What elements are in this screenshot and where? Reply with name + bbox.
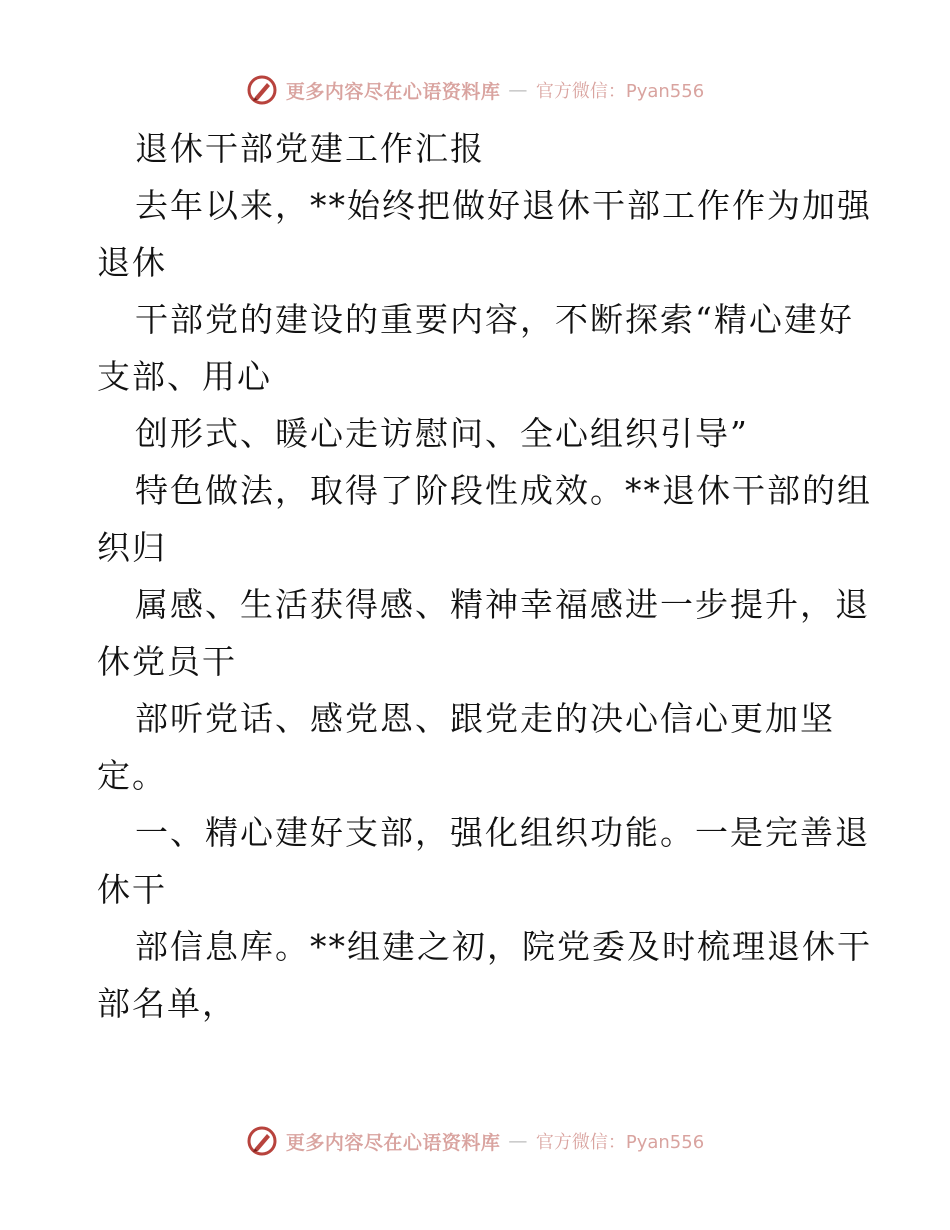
text-line: 干部党的建设的重要内容，不断探索“精心建好 (135, 300, 854, 339)
watermark-wechat-text: 官方微信：Pyan556 (535, 1132, 705, 1153)
text-line: 特色做法，取得了阶段性成效。**退休干部的组 (135, 471, 872, 510)
text-line: 去年以来，**始终把做好退休干部工作作为加强 (135, 186, 872, 225)
text-line: 织归 (97, 528, 167, 567)
text-line: 休干 (97, 870, 167, 909)
watermark-separator: — (508, 79, 528, 101)
text-line: 部名单， (97, 984, 237, 1023)
watermark-site-text: 更多内容尽在心语资料库 (285, 1131, 501, 1154)
document-body (97, 120, 872, 1032)
section-heading-line: 一、精心建好支部，强化组织功能。一是完善退 (135, 813, 870, 852)
text-line: 创形式、暖心走访慰问、全心组织引导” (135, 414, 749, 453)
pen-circle-logo-icon (246, 1125, 278, 1157)
text-line: 部听党话、感党恩、跟党走的决心信心更加坚 (135, 699, 835, 738)
footer-watermark (0, 1123, 950, 1159)
pen-circle-logo-icon (246, 74, 278, 106)
watermark-site-text: 更多内容尽在心语资料库 (285, 80, 501, 103)
text-line: 休党员干 (97, 642, 237, 681)
text-line: 支部、用心 (97, 357, 272, 396)
header-watermark (0, 72, 950, 108)
text-line: 退休 (97, 243, 167, 282)
watermark-separator: — (508, 1130, 528, 1152)
text-line: 部信息库。**组建之初，院党委及时梳理退休干 (135, 927, 872, 966)
document-title: 退休干部党建工作汇报 (135, 129, 485, 168)
text-line: 定。 (97, 756, 167, 795)
watermark-wechat-text: 官方微信：Pyan556 (535, 81, 705, 102)
text-line: 属感、生活获得感、精神幸福感进一步提升，退 (135, 585, 870, 624)
